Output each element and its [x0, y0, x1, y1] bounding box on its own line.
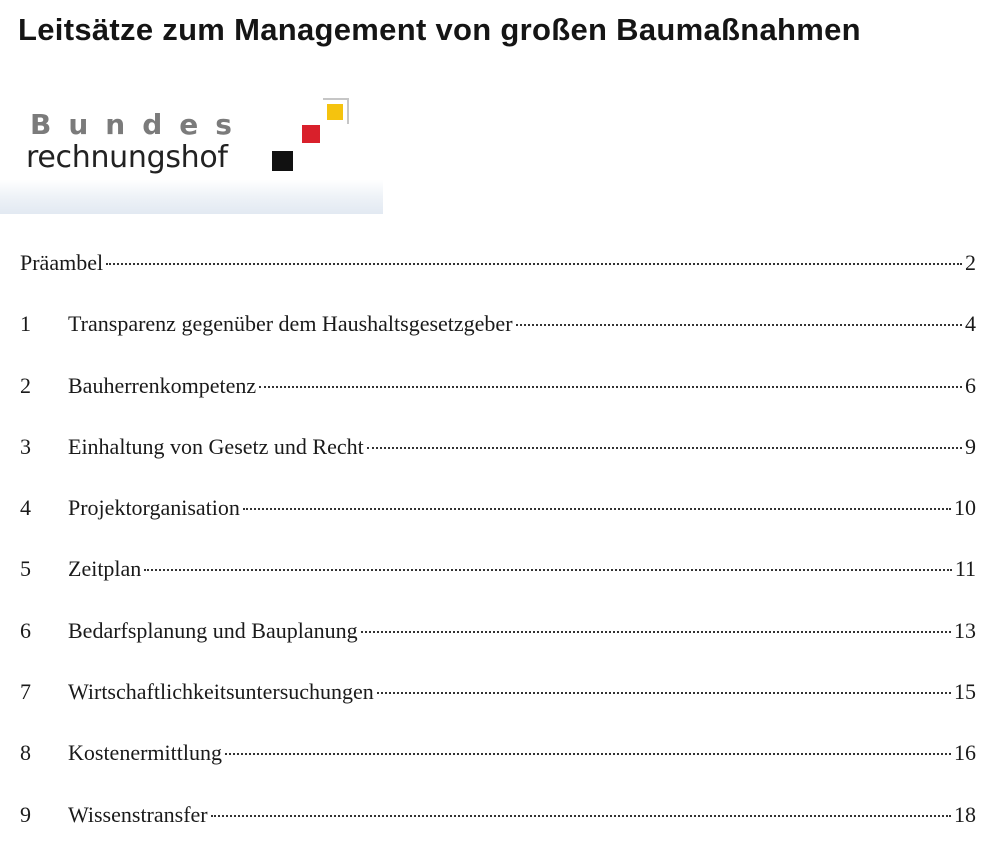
toc-page-number: 18 [954, 801, 976, 827]
toc-entry-number: 8 [20, 740, 31, 766]
toc-dot-leader [259, 386, 962, 388]
toc-entry-title: Zeitplan [68, 556, 142, 582]
logo-yellow-square [327, 104, 343, 120]
toc-dot-leader [211, 815, 951, 817]
toc-entry-4[interactable] [20, 483, 976, 544]
toc-entry-title: Bedarfsplanung und Bauplanung [68, 617, 358, 643]
toc-page-number: 10 [954, 495, 976, 521]
table-of-contents [20, 238, 976, 851]
toc-entry-title: Wirtschaftlichkeitsuntersuchungen [68, 679, 374, 705]
toc-dot-leader [144, 569, 952, 571]
toc-entry-number: 1 [20, 311, 31, 337]
toc-page-number: 15 [954, 679, 976, 705]
toc-entry-number: 3 [20, 433, 31, 459]
toc-entry-7[interactable] [20, 667, 976, 728]
toc-dot-leader [106, 263, 962, 265]
toc-entry-number: 5 [20, 556, 31, 582]
toc-dot-leader [377, 692, 951, 694]
toc-entry-number: 6 [20, 617, 31, 643]
toc-dot-leader [243, 508, 951, 510]
toc-entry-3[interactable] [20, 422, 976, 483]
toc-entry-8[interactable] [20, 728, 976, 789]
toc-entry-2[interactable] [20, 361, 976, 422]
toc-entry-title: Kostenermittlung [68, 740, 222, 766]
toc-dot-leader [361, 631, 951, 633]
toc-dot-leader [516, 324, 962, 326]
toc-entry-9[interactable] [20, 790, 976, 851]
toc-entry-number: 4 [20, 495, 31, 521]
toc-entry-title: Präambel [20, 250, 104, 275]
document-title: Leitsätze zum Management von großen Baumaßnahmen [18, 12, 861, 47]
toc-page-number: 4 [965, 311, 976, 337]
toc-entry-title: Wissenstransfer [68, 801, 208, 827]
toc-entry-title: Projektorganisation [68, 495, 240, 521]
logo-red-square [302, 125, 320, 143]
toc-entry-number: 7 [20, 679, 31, 705]
toc-page-number: 9 [965, 433, 976, 459]
toc-entry-title: Transparenz gegenüber dem Haushaltsgesetzgeber [68, 311, 513, 337]
toc-entry-number: 2 [20, 372, 31, 398]
toc-page-number: 2 [965, 250, 976, 275]
toc-entry-title: Bauherrenkompetenz [68, 372, 257, 398]
logo-text-rechnungshof: rechnungshof [26, 140, 228, 175]
toc-page-number: 11 [954, 556, 976, 582]
toc-entry-praeambel[interactable] [20, 238, 976, 299]
logo-text-bundes: Bundes [30, 108, 249, 141]
logo-black-square [272, 151, 293, 171]
toc-entry-number: 9 [20, 801, 31, 827]
toc-page-number: 13 [954, 617, 976, 643]
toc-dot-leader [367, 447, 962, 449]
toc-page-number: 6 [965, 372, 976, 398]
toc-dot-leader [225, 753, 951, 755]
toc-entry-6[interactable] [20, 606, 976, 667]
toc-entry-1[interactable] [20, 299, 976, 360]
toc-page-number: 16 [954, 740, 976, 766]
toc-entry-5[interactable] [20, 544, 976, 605]
toc-entry-title: Einhaltung von Gesetz und Recht [68, 433, 364, 459]
